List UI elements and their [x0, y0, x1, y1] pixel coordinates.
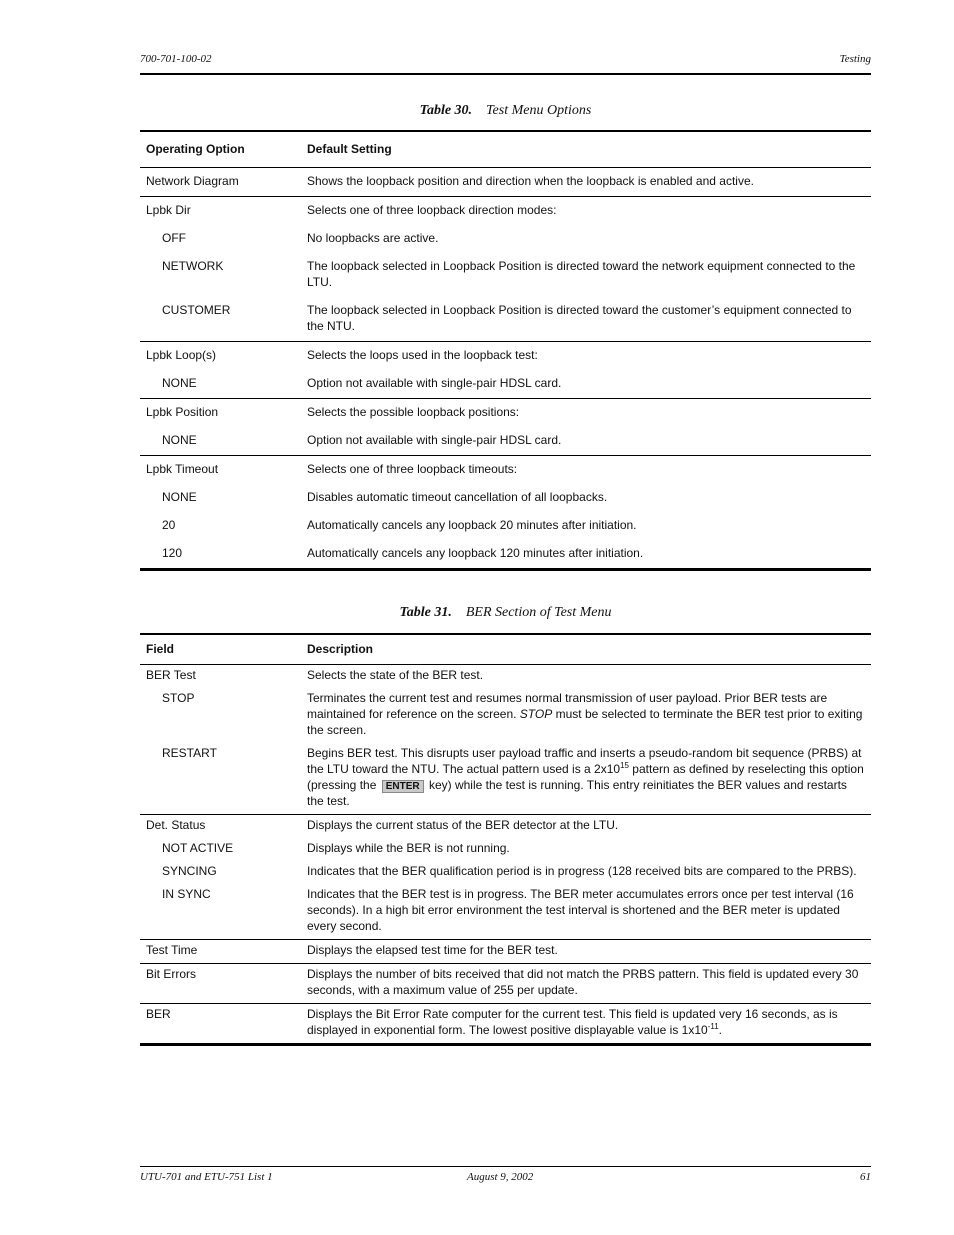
- setting-cell: No loopbacks are active.: [307, 230, 439, 245]
- field-cell: IN SYNC: [162, 886, 211, 901]
- description-text: Terminates the current test and resumes normal transmission of user payload. Prior BER tests are maintained for reference on the screen.: [307, 690, 828, 721]
- option-cell: NONE: [162, 375, 197, 390]
- table-row: [140, 939, 871, 963]
- description-cell: Indicates that the BER test is in progress. The BER meter accumulates errors once per test interval (16 seconds). In a high bit error environment the test interval is shortened and the BER meter is updated every second.: [307, 886, 854, 933]
- table-row: [140, 253, 871, 297]
- table30-caption: [140, 103, 871, 119]
- table-row: [140, 297, 871, 342]
- setting-cell: Automatically cancels any loopback 20 minutes after initiation.: [307, 517, 637, 532]
- setting-cell: Selects the loops used in the loopback test:: [301, 341, 871, 370]
- doc-number: 700-701-100-02: [140, 53, 212, 65]
- option-cell: Network Diagram: [140, 167, 301, 196]
- description-text: Begins BER test. This disrupts user payload traffic and inserts a pseudo-random bit sequence (PRBS) at the LTU toward the NTU. The actual pattern used is a 2x10: [307, 745, 862, 776]
- page-header: [140, 53, 871, 75]
- option-cell: NONE: [162, 489, 197, 504]
- setting-cell: Option not available with single-pair HDSL card.: [307, 375, 562, 390]
- table-row: [140, 1003, 871, 1044]
- table-row: [140, 196, 871, 225]
- option-cell: 20: [162, 517, 176, 532]
- field-cell: SYNCING: [162, 863, 217, 878]
- table-header-row: [140, 634, 871, 664]
- field-cell: Bit Errors: [140, 963, 301, 1003]
- description-text: Displays the Bit Error Rate computer for the current test. This field is updated very 16 seconds, as is displayed in exponential form. The lowest positive displayable value is 1x10: [307, 1006, 838, 1037]
- option-cell: Lpbk Position: [140, 398, 301, 427]
- table-row: [140, 861, 871, 884]
- product-name: UTU-701 and ETU-751 List 1: [140, 1171, 273, 1183]
- option-cell: Lpbk Loop(s): [140, 341, 301, 370]
- setting-cell: Option not available with single-pair HDSL card.: [307, 432, 562, 447]
- description-cell: Displays the number of bits received that did not match the PRBS pattern. This field is updated every 30 seconds, with a maximum value of 255 per update.: [301, 963, 871, 1003]
- exponent: 15: [620, 760, 629, 770]
- table-row: [140, 341, 871, 370]
- section-name: Testing: [839, 53, 871, 65]
- ber-section-table: [140, 633, 871, 1046]
- table31-caption: [140, 605, 871, 621]
- field-cell: STOP: [162, 690, 195, 705]
- setting-cell: Disables automatic timeout cancellation of all loopbacks.: [307, 489, 608, 504]
- description-text: .: [718, 1022, 722, 1037]
- table-row: [140, 743, 871, 815]
- table-row: [140, 484, 871, 512]
- description-cell: Displays the elapsed test time for the BER test.: [301, 939, 871, 963]
- description-cell: Displays the current status of the BER detector at the LTU.: [301, 814, 871, 838]
- setting-cell: The loopback selected in Loopback Position is directed toward the customer’s equipment connected to the NTU.: [307, 302, 852, 333]
- column-header: Operating Option: [140, 131, 301, 167]
- description-text: pattern as defined by reselecting this option (pressing the: [307, 761, 864, 792]
- exponent: -11: [707, 1021, 719, 1031]
- description-cell: Indicates that the BER qualification period is in progress (128 received bits are compared to the PRBS).: [307, 863, 857, 878]
- field-cell: BER Test: [146, 667, 196, 682]
- description-cell: [301, 743, 871, 815]
- test-menu-options-table: [140, 130, 871, 571]
- page-number: 61: [860, 1171, 871, 1183]
- description-cell: Displays while the BER is not running.: [307, 840, 510, 855]
- stop-emphasis: STOP: [519, 706, 553, 721]
- field-cell: RESTART: [162, 745, 217, 760]
- table30-number: Table 30.: [419, 103, 473, 118]
- setting-cell: Selects one of three loopback direction modes:: [301, 196, 871, 225]
- option-cell: 120: [162, 545, 183, 560]
- option-cell: CUSTOMER: [162, 302, 231, 317]
- option-cell: Lpbk Dir: [140, 196, 301, 225]
- option-cell: OFF: [162, 230, 186, 245]
- field-cell: NOT ACTIVE: [162, 840, 234, 855]
- description-cell: [301, 688, 871, 743]
- setting-cell: The loopback selected in Loopback Position is directed toward the network equipment connected to the LTU.: [307, 258, 856, 289]
- option-cell: Lpbk Timeout: [140, 455, 301, 484]
- table-row: [140, 838, 871, 861]
- setting-cell: Automatically cancels any loopback 120 minutes after initiation.: [307, 545, 644, 560]
- setting-cell: Shows the loopback position and direction when the loopback is enabled and active.: [301, 167, 871, 196]
- description-cell: [301, 1003, 871, 1044]
- description-cell: Selects the state of the BER test.: [307, 667, 484, 682]
- table31-number: Table 31.: [399, 605, 452, 620]
- setting-cell: Selects one of three loopback timeouts:: [301, 455, 871, 484]
- setting-cell: Selects the possible loopback positions:: [301, 398, 871, 427]
- enter-key-badge: ENTER: [382, 780, 424, 793]
- table-row: [140, 688, 871, 743]
- option-cell: NETWORK: [162, 258, 224, 273]
- option-cell: NONE: [162, 432, 197, 447]
- table31-title: BER Section of Test Menu: [465, 605, 612, 620]
- table30-title: Test Menu Options: [486, 103, 592, 118]
- table-row: [140, 512, 871, 540]
- table-header-row: [140, 131, 871, 167]
- column-header: Default Setting: [301, 131, 871, 167]
- column-header: Description: [301, 634, 871, 664]
- table-row: [140, 167, 871, 196]
- table-row: [140, 455, 871, 484]
- table-row: [140, 884, 871, 940]
- table-row: [140, 963, 871, 1003]
- publish-date: August 9, 2002: [467, 1171, 534, 1183]
- description-text: key) while the test is running. This entry reinitiates the BER values and restarts the test.: [307, 777, 847, 808]
- table-row: [140, 225, 871, 253]
- table-row: [140, 370, 871, 399]
- table-row: [140, 664, 871, 688]
- description-text: must be selected to terminate the BER test prior to exiting the screen.: [307, 706, 863, 737]
- field-cell: Test Time: [140, 939, 301, 963]
- table-row: [140, 427, 871, 456]
- page-footer: [140, 1166, 871, 1186]
- field-cell: BER: [140, 1003, 301, 1044]
- table-row: [140, 398, 871, 427]
- table-row: [140, 814, 871, 838]
- column-header: Field: [140, 634, 301, 664]
- table-row: [140, 540, 871, 570]
- field-cell: Det. Status: [140, 814, 301, 838]
